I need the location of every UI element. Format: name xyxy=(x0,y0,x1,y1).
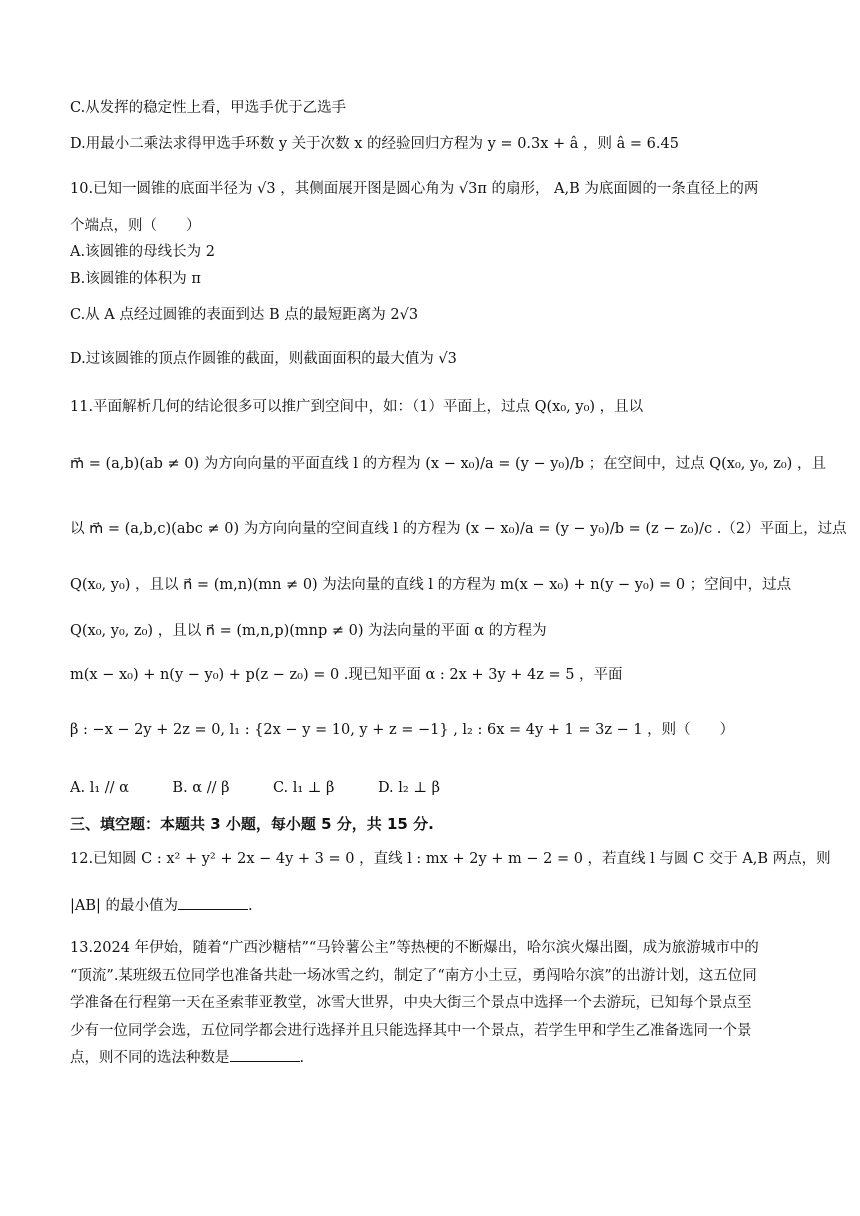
q13-period: . xyxy=(299,1050,305,1066)
q10-option-c: C.从 A 点经过圆锥的表面到达 B 点的最短距离为 2√3 xyxy=(70,307,419,323)
q13-answer-blank[interactable] xyxy=(230,1047,300,1062)
q13-line-1: 13.2024 年伊始，随着“广西沙糖桔”“马铃薯公主”等热梗的不断爆出，哈尔滨火爆出圈，成为旅游城市中的 xyxy=(70,940,759,956)
q10-option-a: A.该圆锥的母线长为 2 xyxy=(70,244,215,260)
q13-line-3: 学准备在行程第一天在圣索菲亚教堂，冰雪大世界，中央大街三个景点中选择一个去游玩，已知每个景点至 xyxy=(70,995,752,1011)
q11-line-7: β : −x − 2y + 2z = 0, l₁ : {2x − y = 10, y + z = −1} , l₂ : 6x = 4y + 1 = 3z − 1 ，则（ ） xyxy=(70,722,735,738)
q12-answer-blank[interactable] xyxy=(178,895,248,910)
q11-line-6: m(x − x₀) + n(y − y₀) + p(z − z₀) = 0 .现已知平面 α : 2x + 3y + 4z = 5 ，平面 xyxy=(70,667,623,683)
q12-line-1: 12.已知圆 C : x² + y² + 2x − 4y + 3 = 0 ，直线 l : mx + 2y + m − 2 = 0 ，若直线 l 与圆 C 交于 A,B 两点，则 xyxy=(70,851,831,867)
section-3-heading: 三、填空题：本题共 3 小题，每小题 5 分，共 15 分. xyxy=(70,815,434,833)
q11-line-2: m⃗ = (a,b)(ab ≠ 0) 为方向向量的平面直线 l 的方程为 (x − x₀)/a = (y − y₀)/b ；在空间中，过点 Q(x₀, y₀, z₀) ，且 xyxy=(70,456,826,472)
q13-line-2: “顶流”.某班级五位同学也准备共赴一场冰雪之约，制定了“南方小土豆，勇闯哈尔滨”的出游计划，这五位同 xyxy=(70,968,757,984)
q13-line-4: 少有一位同学会选，五位同学都会进行选择并且只能选择其中一个景点，若学生甲和学生乙准备选同一个景 xyxy=(70,1023,752,1039)
q10-stem-line-2: 个端点，则（ ） xyxy=(70,218,201,234)
q12-line-2-text: |AB| 的最小值为 xyxy=(70,898,179,914)
q9-option-c: C.从发挥的稳定性上看，甲选手优于乙选手 xyxy=(70,100,347,116)
q12-line-2 xyxy=(70,895,253,917)
q11-line-3: 以 m⃗ = (a,b,c)(abc ≠ 0) 为方向向量的空间直线 l 的方程为 (x − x₀)/a = (y − y₀)/b = (z − z₀)/c .（2）平面上，过点 xyxy=(70,521,847,537)
q13-line-5-text: 点，则不同的选法种数是 xyxy=(70,1050,230,1066)
q9-option-d: D.用最小二乘法求得甲选手环数 y 关于次数 x 的经验回归方程为 y = 0.3x + â ，则 â = 6.45 xyxy=(70,136,679,152)
q10-stem-line-1: 10.已知一圆锥的底面半径为 √3 ，其侧面展开图是圆心角为 √3π 的扇形， A,B 为底面圆的一条直径上的两 xyxy=(70,181,759,197)
q11-options: A. l₁ // α B. α // β C. l₁ ⊥ β D. l₂ ⊥ β xyxy=(70,780,440,796)
q13-line-5 xyxy=(70,1047,304,1069)
q10-option-d: D.过该圆锥的顶点作圆锥的截面，则截面面积的最大值为 √3 xyxy=(70,351,457,367)
q11-line-1: 11.平面解析几何的结论很多可以推广到空间中，如：（1）平面上，过点 Q(x₀, y₀) ，且以 xyxy=(70,399,644,415)
q11-line-5: Q(x₀, y₀, z₀) ，且以 n⃗ = (m,n,p)(mnp ≠ 0) 为法向量的平面 α 的方程为 xyxy=(70,623,547,639)
q11-line-4: Q(x₀, y₀) ，且以 n⃗ = (m,n)(mn ≠ 0) 为法向量的直线 l 的方程为 m(x − x₀) + n(y − y₀) = 0 ；空间中，过点 xyxy=(70,577,792,593)
q10-option-b: B.该圆锥的体积为 π xyxy=(70,271,201,287)
q12-period: . xyxy=(248,898,253,914)
